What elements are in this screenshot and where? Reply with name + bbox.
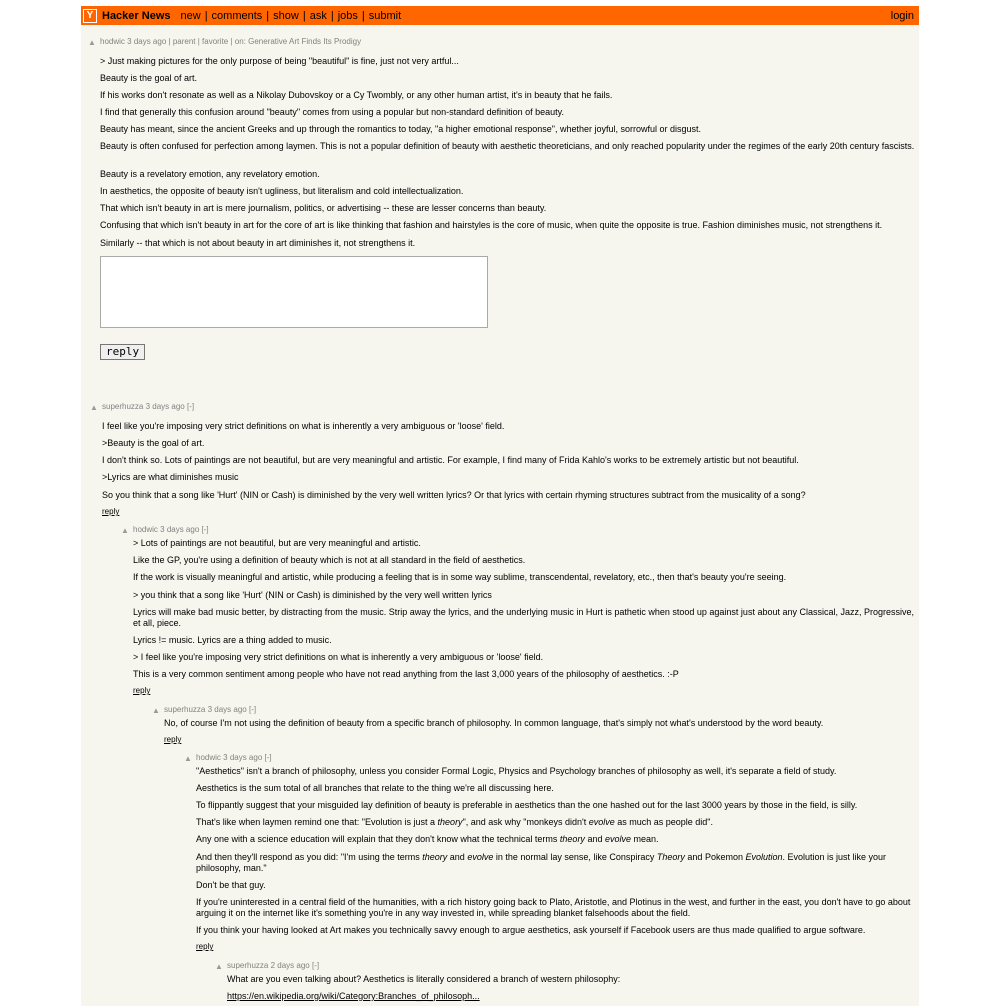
comment-paragraph: I feel like you're imposing very strict definitions on what is inherently a very ambiguous or 'loose' field.	[102, 421, 505, 431]
comment-meta	[100, 37, 915, 47]
comment-meta	[196, 753, 916, 763]
comment-links[interactable]: | parent | favorite | on: Generative Art Finds Its Prodigy	[168, 37, 362, 46]
reply-button[interactable]: reply	[100, 344, 145, 360]
comment-paragraph: Similarly -- that which is not about beauty in art diminishes it, not strengthens it.	[100, 238, 416, 248]
text-run: and	[447, 852, 468, 862]
comment-paragraph: If the work is visually meaningful and artistic, while producing a feeling that is in some way sublime, transcendental, revelatory, etc., then that's beauty you're seeing.	[133, 572, 787, 582]
emphasis-theory: theory	[437, 817, 463, 827]
upvote-arrow-icon[interactable]: ▲	[184, 754, 192, 763]
upvote-arrow-icon[interactable]: ▲	[90, 403, 98, 412]
comment-paragraph: Beauty has meant, since the ancient Greeks and up through the romantics to today, "a higher emotional response", whether joyful, sorrowful or disgust.	[100, 124, 702, 134]
comment	[164, 705, 915, 715]
top-nav-bar	[81, 6, 919, 25]
nav-new[interactable]: new	[180, 9, 201, 22]
emphasis-evolve: evolve	[467, 852, 494, 862]
text-run: That's like when laymen remind one that: "Evolution is just a	[196, 817, 438, 827]
comment-paragraph: Beauty is the goal of art.	[100, 73, 198, 83]
nav-separator: |	[204, 9, 208, 22]
collapse-toggle[interactable]: [-]	[186, 402, 195, 411]
nav-submit[interactable]: submit	[368, 9, 402, 22]
upvote-arrow-icon[interactable]: ▲	[121, 526, 129, 535]
text-run: and Pokemon	[684, 852, 746, 862]
comment-paragraph: No, of course I'm not using the definition of beauty from a specific branch of philosophy. In common language, that's simply not what's understood by the word beauty.	[164, 718, 824, 728]
comment-paragraph: Beauty is often confused for perfection among laymen. This is not a popular definition of beauty with aesthetic theoreticians, and only reached popularity under the regimes of the early 20th century fascists.	[100, 141, 915, 151]
comment-paragraph: If you're uninterested in a central field of the humanities, with a rich history going back to Plato, Aristotle, and Plotinus in the west, and further in the east, you don't have to go about arguing it on the internet like it's something you're in any way invested in, while spreading blanket falsehoods about the field.	[196, 897, 911, 918]
comment-paragraph: > I feel like you're imposing very strict definitions on what is inherently a very ambiguous or 'loose' field.	[133, 652, 544, 662]
comment	[196, 753, 916, 763]
comment-paragraph: Aesthetics is the sum total of all branches that relate to the thing we're all discussing here.	[196, 783, 554, 793]
comment-paragraph: I find that generally this confusion around "beauty" comes from using a popular but non-standard definition of beauty.	[100, 107, 565, 117]
emphasis-theory: theory	[422, 852, 448, 862]
text-run: And then they'll respond as you did: "I'm using the terms	[196, 852, 423, 862]
emphasis-theory: theory	[559, 834, 585, 844]
text-run: and	[584, 834, 605, 844]
collapse-toggle[interactable]: [-]	[201, 525, 209, 534]
text-run: . Evolution is just like your philosophy, man."	[196, 852, 887, 873]
comment-paragraph: Lyrics will make bad music better, by distracting from the music. Strip away the lyrics, and the underlying music in Hurt is pathetic when stood up against just about any Classical, Jazz, Progressive, et all, piece.	[133, 607, 915, 628]
comment-paragraph	[196, 852, 916, 873]
comment-paragraph	[196, 817, 916, 828]
text-run: Any one with a science education will explain that they don't know what the technical terms	[196, 834, 560, 844]
comment-meta	[133, 525, 915, 535]
comment-paragraph: > Just making pictures for the only purpose of being "beautiful" is fine, just not very artful...	[100, 56, 459, 66]
emphasis-evolve: evolve	[604, 834, 631, 844]
comment-paragraph: If you think your having looked at Art makes you technically savvy enough to argue aesthetics, ask yourself if Facebook users are thus made qualified to argue software.	[196, 925, 866, 935]
comment-user[interactable]: superhuzza	[102, 402, 144, 411]
nav-comments[interactable]: comments	[211, 9, 263, 22]
comment-user[interactable]: superhuzza	[227, 961, 269, 970]
comment-paragraph: >Lyrics are what diminishes music	[102, 472, 239, 482]
comment-paragraph: >Beauty is the goal of art.	[102, 438, 205, 448]
reply-link[interactable]: reply	[102, 507, 120, 516]
collapse-toggle[interactable]: [-]	[264, 753, 272, 762]
comment-paragraph: > Lots of paintings are not beautiful, but are very meaningful and artistic.	[133, 538, 421, 548]
collapse-toggle[interactable]: [-]	[248, 705, 257, 714]
nav-separator: |	[330, 9, 334, 22]
text-run: mean.	[630, 834, 659, 844]
page	[81, 6, 919, 1006]
comment-age[interactable]: 3 days ago	[223, 753, 263, 762]
comment-meta	[102, 402, 915, 412]
comment-age[interactable]: 3 days ago	[127, 37, 167, 46]
nav-links	[181, 10, 402, 22]
text-run: in the normal lay sense, like Conspiracy	[493, 852, 657, 862]
comment-meta	[164, 705, 915, 715]
hn-logo-icon[interactable]: Y	[83, 9, 97, 23]
nav-jobs[interactable]: jobs	[337, 9, 358, 22]
upvote-arrow-icon[interactable]: ▲	[215, 962, 223, 971]
comment-paragraph	[196, 834, 916, 845]
reply-link[interactable]: reply	[164, 735, 182, 744]
text-run: as much as people did".	[614, 817, 714, 827]
reply-textarea[interactable]	[100, 256, 488, 328]
comment-paragraph: I don't think so. Lots of paintings are not beautiful, but are very meaningful and artistic. For example, I find many of Frida Kahlo's works to be extremely artistic but not beautiful.	[102, 455, 799, 465]
nav-separator: |	[266, 9, 270, 22]
comment-age[interactable]: 3 days ago	[145, 402, 185, 411]
emphasis-evolve: evolve	[588, 817, 615, 827]
comment-user[interactable]: hodwic	[133, 525, 158, 534]
comment-paragraph: Confusing that which isn't beauty in art for the core of art is like thinking that fashion and hairstyles is the core of music, when quite the opposite is true. Fashion diminishes music, not strengthens it.	[100, 220, 883, 230]
comment-paragraph: "Aesthetics" isn't a branch of philosophy, unless you consider Formal Logic, Physics and Psychology branches of philosophy as well, it's separate a field of study.	[196, 766, 837, 776]
reply-link[interactable]: reply	[133, 686, 151, 695]
comment-age[interactable]: 2 days ago	[270, 961, 310, 970]
collapse-toggle[interactable]: [-]	[311, 961, 320, 970]
comment-paragraph: That which isn't beauty in art is mere journalism, politics, or advertising -- these are lesser concerns than beauty.	[100, 203, 547, 213]
comment-user[interactable]: hodwic	[100, 37, 125, 46]
nav-separator: |	[361, 9, 365, 22]
comment-age[interactable]: 3 days ago	[207, 705, 247, 714]
comment-user[interactable]: superhuzza	[164, 705, 206, 714]
comment	[227, 961, 916, 971]
comment-paragraph: To flippantly suggest that your misguided lay definition of beauty is preferable in aesthetics than the one hashed out for the last 3000 years by those in the field, is silly.	[196, 800, 858, 810]
comment-paragraph: Beauty is a revelatory emotion, any revelatory emotion.	[100, 169, 320, 179]
comment-paragraph: Like the GP, you're using a definition of beauty which is not at all standard in the field of aesthetics.	[133, 555, 526, 565]
emphasis-theory: Theory	[656, 852, 685, 862]
comment-paragraph: Lyrics != music. Lyrics are a thing added to music.	[133, 635, 332, 645]
comment-paragraph: So you think that a song like 'Hurt' (NIN or Cash) is diminished by the very well written lyrics? Or that lyrics with certain rhyming structures subtract from the musicality of a song?	[102, 490, 806, 500]
comment-paragraph: > you think that a song like 'Hurt' (NIN or Cash) is diminished by the very well written lyrics	[133, 590, 492, 600]
reply-link[interactable]: reply	[196, 942, 214, 951]
comment-paragraph: What are you even talking about? Aesthetics is literally considered a branch of western philosophy:	[227, 974, 621, 984]
comment-age[interactable]: 3 days ago	[160, 525, 200, 534]
comment-user[interactable]: hodwic	[196, 753, 221, 762]
login-link[interactable]: login	[890, 9, 914, 22]
comment-paragraph: Don't be that guy.	[196, 880, 266, 890]
upvote-arrow-icon[interactable]: ▲	[152, 706, 160, 715]
upvote-arrow-icon[interactable]: ▲	[88, 38, 96, 47]
comment-meta	[227, 961, 916, 971]
focused-comment	[100, 37, 915, 47]
comment-paragraph: In aesthetics, the opposite of beauty isn't ugliness, but literalism and cold intellectualization.	[100, 186, 464, 196]
comment	[133, 525, 915, 535]
text-run: ", and ask why "monkeys didn't	[462, 817, 589, 827]
external-link[interactable]: https://en.wikipedia.org/wiki/Category:Branches_of_philosoph...	[227, 991, 480, 1001]
emphasis-evolution: Evolution	[745, 852, 783, 862]
comment-paragraph: This is a very common sentiment among people who have not read anything from the last 3,000 years of the philosophy of aesthetics. :-P	[133, 669, 679, 679]
comment	[102, 402, 915, 412]
nav-ask[interactable]: ask	[309, 9, 327, 22]
site-title[interactable]: Hacker News	[102, 9, 171, 22]
nav-separator: |	[302, 9, 306, 22]
nav-show[interactable]: show	[273, 9, 299, 22]
comment-paragraph: If his works don't resonate as well as a Nikolay Dubovskoy or a Cy Twombly, or any other human artist, it's in beauty that he fails.	[100, 90, 613, 100]
